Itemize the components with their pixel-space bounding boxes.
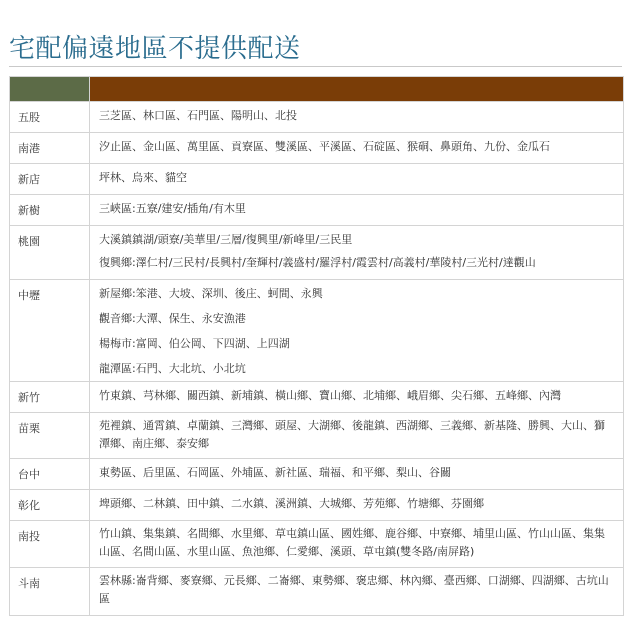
place-line: 竹東鎮、芎林鄉、關西鎮、新埔鎮、橫山鄉、寶山鄉、北埔鄉、峨眉鄉、尖石鄉、五峰鄉、內灣 bbox=[99, 389, 561, 402]
place-line: 三芝區、林口區、石門區、陽明山、北投 bbox=[99, 109, 297, 122]
place-line: 竹山鎮、集集鎮、名間鄉、水里鄉、草屯鎮山區、國姓鄉、鹿谷鄉、中寮鄉、埔里山區、竹山山區、集集山區、名間山區、水里山區、魚池鄉、仁愛鄉、溪頭、草屯鎮(雙冬路/南屏路) bbox=[99, 527, 605, 558]
place-line: 汐止區、金山區、萬里區、貢寮區、雙溪區、平溪區、石碇區、猴硐、鼻頭角、九份、金瓜石 bbox=[99, 140, 550, 153]
place-line: 觀音鄉:大潭、保生、永安漁港 bbox=[99, 312, 246, 325]
places-cell bbox=[90, 164, 624, 195]
table-row bbox=[10, 490, 624, 521]
place-line: 坪林、烏來、貓空 bbox=[99, 171, 187, 184]
table-row bbox=[10, 164, 624, 195]
place-line: 三峽區:五寮/建安/插角/有木里 bbox=[99, 202, 246, 215]
place-line: 楊梅市:富岡、伯公岡、下四湖、上四湖 bbox=[99, 337, 290, 350]
table-row bbox=[10, 413, 624, 459]
area-cell: 新竹 bbox=[10, 382, 90, 413]
table-row bbox=[10, 226, 624, 280]
header-cell-places bbox=[90, 77, 624, 102]
table-row bbox=[10, 195, 624, 226]
place-line: 大溪鎮鎮湖/頭寮/美華里/三層/復興里/新峰里/三民里 bbox=[99, 233, 353, 246]
places-cell bbox=[90, 102, 624, 133]
place-line: 埤頭鄉、二林鎮、田中鎮、二水鎮、溪洲鎮、大城鄉、芳苑鄉、竹塘鄉、芬園鄉 bbox=[99, 497, 484, 510]
area-cell: 中壢 bbox=[10, 280, 90, 382]
area-cell: 苗栗 bbox=[10, 413, 90, 459]
places-cell bbox=[90, 568, 624, 616]
area-cell: 新樹 bbox=[10, 195, 90, 226]
places-cell bbox=[90, 133, 624, 164]
table-row bbox=[10, 280, 624, 382]
place-line: 復興鄉:澤仁村/三民村/長興村/奎輝村/義盛村/羅浮村/霞雲村/高義村/華陵村/三光村/達觀山 bbox=[99, 256, 536, 269]
table-row bbox=[10, 133, 624, 164]
area-cell: 台中 bbox=[10, 459, 90, 490]
title-divider bbox=[9, 66, 622, 67]
place-line: 龍潭區:石門、大北坑、小北坑 bbox=[99, 362, 246, 375]
place-line: 苑裡鎮、通霄鎮、卓蘭鎮、三灣鄉、頭屋、大湖鄉、後龍鎮、西湖鄉、三義鄉、新基隆、勝興、大山、獅潭鄉、南庄鄉、泰安鄉 bbox=[99, 419, 605, 450]
places-cell bbox=[90, 195, 624, 226]
table-row bbox=[10, 102, 624, 133]
places-cell bbox=[90, 521, 624, 568]
area-cell: 南投 bbox=[10, 521, 90, 568]
area-cell: 五股 bbox=[10, 102, 90, 133]
places-cell bbox=[90, 490, 624, 521]
area-cell: 南港 bbox=[10, 133, 90, 164]
area-cell: 斗南 bbox=[10, 568, 90, 616]
table-row bbox=[10, 459, 624, 490]
places-cell bbox=[90, 280, 624, 382]
page-title: 宅配偏遠地區不提供配送 bbox=[9, 34, 301, 64]
table-row bbox=[10, 521, 624, 568]
places-cell bbox=[90, 226, 624, 280]
table-header-row bbox=[10, 77, 624, 102]
header-cell-area bbox=[10, 77, 90, 102]
place-line: 新屋鄉:笨港、大坡、深圳、後庄、蚵間、永興 bbox=[99, 287, 323, 300]
places-cell bbox=[90, 382, 624, 413]
place-line: 雲林縣:崙背鄉、麥寮鄉、元長鄉、二崙鄉、東勢鄉、褒忠鄉、林內鄉、臺西鄉、口湖鄉、四湖鄉、古坑山區 bbox=[99, 574, 609, 605]
places-cell bbox=[90, 413, 624, 459]
area-cell: 新店 bbox=[10, 164, 90, 195]
table-row bbox=[10, 568, 624, 616]
area-cell: 桃園 bbox=[10, 226, 90, 280]
area-cell: 彰化 bbox=[10, 490, 90, 521]
remote-areas-table bbox=[9, 76, 624, 616]
places-cell bbox=[90, 459, 624, 490]
table-row bbox=[10, 382, 624, 413]
place-line: 東勢區、后里區、石岡區、外埔區、新社區、瑞福、和平鄉、梨山、谷關 bbox=[99, 466, 451, 479]
